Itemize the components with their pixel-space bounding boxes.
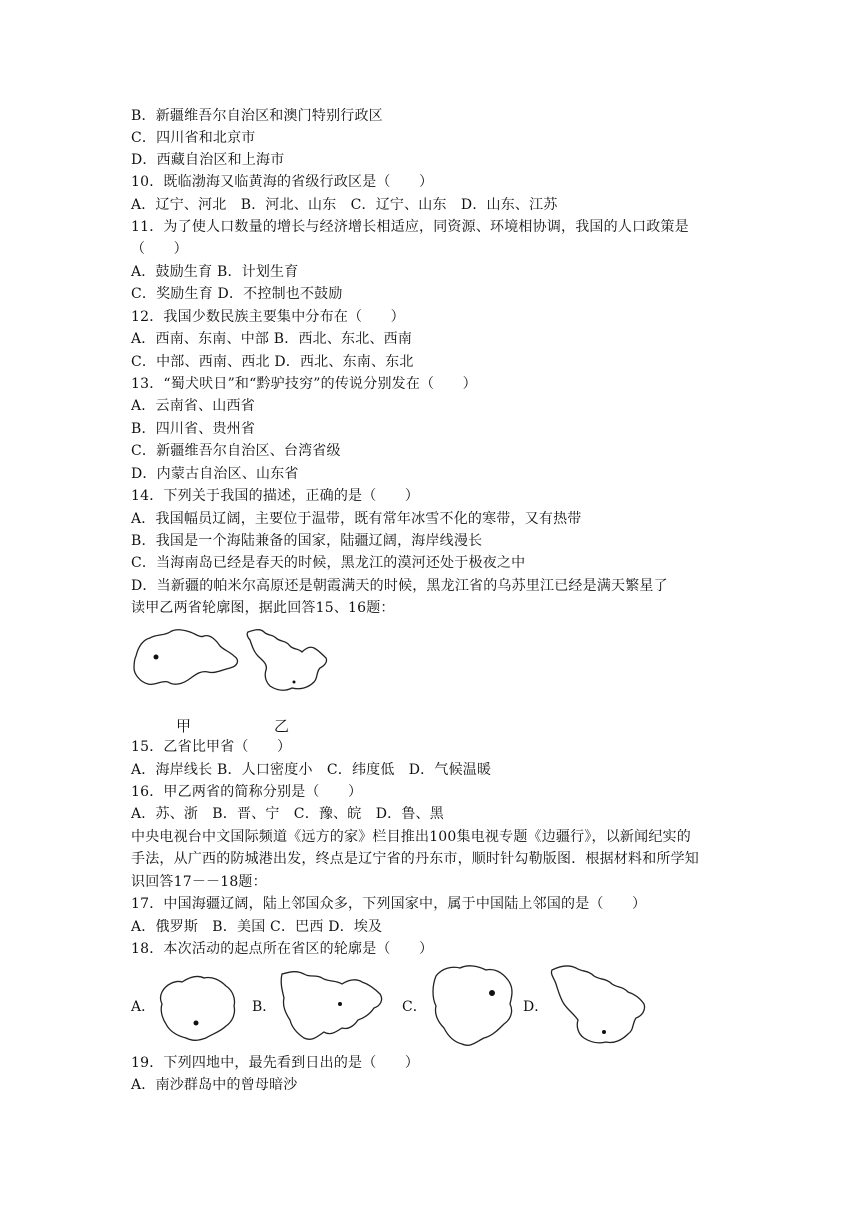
option-b-outline-image (276, 966, 388, 1046)
text-line: A．南沙群岛中的曾母暗沙 (131, 1077, 298, 1093)
text-line: D．西藏自治区和上海市 (131, 152, 285, 168)
text-line: A．鼓励生育 B．计划生育 (131, 264, 299, 280)
text-line: B．新疆维吾尔自治区和澳门特别行政区 (131, 108, 383, 124)
question-13: 13．“蜀犬吠日”和“黔驴技穷”的传说分别发在（ ） (131, 376, 477, 392)
text-line: （ ） (131, 241, 188, 257)
text-line: 中央电视台中文国际频道《远方的家》栏目推出100集电视专题《边疆行》，以新闻纪实的 (131, 829, 691, 845)
option-d-outline-image (548, 962, 650, 1048)
question-16: 16．甲乙两省的简称分别是（ ） (131, 784, 363, 800)
question-19: 19．下列四地中，最先看到日出的是（ ） (131, 1055, 420, 1071)
map-caption-jia: 甲 (176, 717, 192, 735)
option-a-outline-image (156, 968, 240, 1046)
map-caption-yi: 乙 (274, 717, 290, 735)
text-line: C．当海南岛已经是春天的时候，黑龙江的漠河还处于极夜之中 (131, 555, 526, 571)
option-c-outline-image (426, 962, 518, 1050)
text-line: 读甲乙两省轮廓图，据此回答15、16题： (131, 600, 395, 616)
question-18: 18．本次活动的起点所在省区的轮廓是（ ） (131, 941, 434, 957)
question-17: 17．中国海疆辽阔，陆上邻国众多，下列国家中，属于中国陆上邻国的是（ ） (131, 896, 647, 912)
question-15: 15．乙省比甲省（ ） (131, 739, 292, 755)
text-line: D．当新疆的帕米尔高原还是朝霞满天的时候，黑龙江省的乌苏里江已经是满天繁星了 (131, 578, 668, 594)
text-line: A．我国幅员辽阔，主要位于温带，既有常年冰雪不化的寒带，又有热带 (131, 511, 582, 527)
text-line: D．内蒙古自治区、山东省 (131, 466, 299, 482)
text-line: A．辽宁、河北 B．河北、山东 C．辽宁、山东 D．山东、江苏 (131, 197, 558, 213)
text-line: A．海岸线长 B．人口密度小 C．纬度低 D．气候温暖 (131, 762, 492, 778)
text-line: C．四川省和北京市 (131, 130, 256, 146)
option-c-label: C． (402, 999, 427, 1015)
text-line: 手法，从广西的防城港出发，终点是辽宁省的丹东市，顺时针勾勒版图．根据材料和所学知 (131, 851, 699, 867)
text-line: 识回答17－－18题： (131, 874, 267, 890)
question-10: 10．既临渤海又临黄海的省级行政区是（ ） (131, 174, 434, 190)
question-14: 14．下列关于我国的描述，正确的是（ ） (131, 488, 420, 504)
option-a-label: A． (131, 999, 156, 1015)
option-b-label: B． (252, 999, 277, 1015)
text-line: C．奖励生育 D．不控制也不鼓励 (131, 286, 343, 302)
text-line: C．新疆维吾尔自治区、台湾省级 (131, 443, 341, 459)
text-line: A．云南省、山西省 (131, 398, 255, 414)
text-line: B．我国是一个海陆兼备的国家，陆疆辽阔，海岸线漫长 (131, 533, 483, 549)
text-line: C．中部、西南、西北 D．西北、东南、东北 (131, 354, 414, 370)
question-11: 11．为了使人口数量的增长与经济增长相适应，同资源、环境相协调，我国的人口政策是 (131, 219, 689, 235)
text-line: A．西南、东南、中部 B．西北、东北、西南 (131, 331, 413, 347)
province-yi-outline-image (244, 626, 332, 696)
province-jia-outline-image (130, 626, 242, 696)
text-line: A．俄罗斯 B．美国 C．巴西 D．埃及 (131, 919, 383, 935)
option-d-label: D． (523, 999, 549, 1015)
question-12: 12．我国少数民族主要集中分布在（ ） (131, 309, 405, 325)
text-line: B．四川省、贵州省 (131, 421, 256, 437)
text-line: A．苏、浙 B．晋、宁 C．豫、皖 D．鲁、黑 (131, 806, 444, 822)
